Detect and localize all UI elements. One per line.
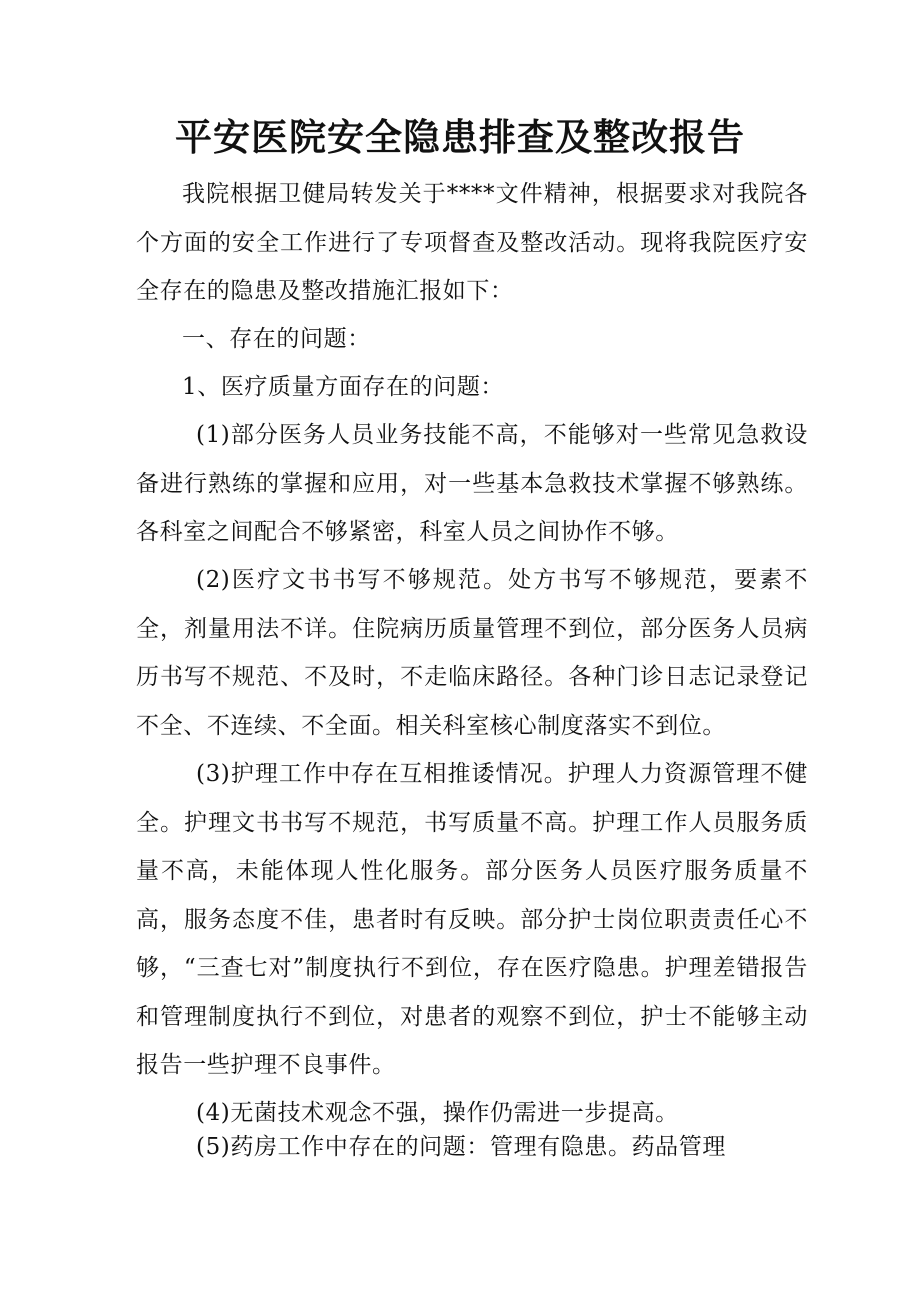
intro-paragraph: 我院根据卫健局转发关于****文件精神，根据要求对我院各个方面的安全工作进行了专项督查及整改活动。现将我院医疗安全存在的隐患及整改措施汇报如下： — [136, 181, 808, 304]
list-item-4: (4)无菌技术观念不强，操作仍需进一步提高。 — [196, 1100, 679, 1126]
list-item-3: (3)护理工作中存在互相推诿情况。护理人力资源管理不健全。护理文书书写不规范，书写质量不高。护理工作人员服务质量不高，未能体现人性化服务。部分医务人员医疗服务质量不高，服务态度不佳，患者时有反映。部分护士岗位职责责任心不够，“三查七对”制度执行不到位，存在医疗隐患。护理差错报告和管理制度执行不到位，对患者的观察不到位，护士不能够主动报告一些护理不良事件。 — [136, 761, 808, 1078]
list-item-5: (5)药房工作中存在的问题：管理有隐患。药品管理 — [196, 1134, 726, 1160]
section-heading-problems: 一、存在的问题： — [182, 326, 371, 352]
subsection-heading-medical-quality: 1、医疗质量方面存在的问题： — [182, 374, 505, 400]
list-item-1: (1)部分医务人员业务技能不高，不能够对一些常见急救设备进行熟练的掌握和应用，对一些基本急救技术掌握不够熟练。各科室之间配合不够紧密，科室人员之间协作不够。 — [136, 422, 808, 545]
list-item-2: (2)医疗文书书写不够规范。处方书写不够规范，要素不全，剂量用法不详。住院病历质量管理不到位，部分医务人员病历书写不规范、不及时，不走临床路径。各种门诊日志记录登记不全、不连续、不全面。相关科室核心制度落实不到位。 — [136, 567, 808, 739]
document-title: 平安医院安全隐患排查及整改报告 — [175, 116, 745, 159]
